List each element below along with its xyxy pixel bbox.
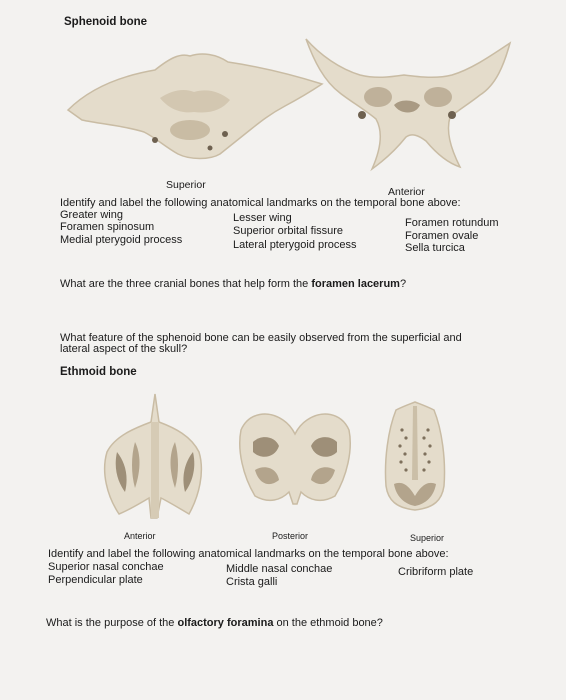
ethmoid-view-superior-label: Superior <box>410 533 445 543</box>
sphenoid-question-lateral-feature-line2: lateral aspect of the skull? <box>60 343 188 355</box>
ethmoid-posterior-image <box>235 400 355 510</box>
ethmoid-term-crista-galli: Crista galli <box>226 576 278 588</box>
ethmoid-superior-image <box>380 400 450 512</box>
sphenoid-question-foramen-lacerum: What are the three cranial bones that help form the foramen lacerum? <box>60 278 407 290</box>
ethmoid-term-cribriform-plate: Cribriform plate <box>398 566 474 578</box>
sphenoid-term-foramen-rotundum: Foramen rotundum <box>405 217 499 229</box>
sphenoid-term-foramen-ovale: Foramen ovale <box>405 230 479 242</box>
sphenoid-term-lesser-wing: Lesser wing <box>233 212 292 224</box>
sphenoid-view-superior-label: Superior <box>166 179 206 191</box>
sphenoid-term-sella-turcica: Sella turcica <box>405 242 465 254</box>
ethmoid-view-posterior-label: Posterior <box>272 531 309 541</box>
sphenoid-term-superior-orbital-fissure: Superior orbital fissure <box>233 225 344 237</box>
sphenoid-title: Sphenoid bone <box>64 16 148 28</box>
sphenoid-anterior-image <box>300 35 515 175</box>
sphenoid-term-medial-pterygoid: Medial pterygoid process <box>60 234 183 246</box>
sphenoid-view-anterior-label: Anterior <box>388 186 425 198</box>
sphenoid-instruction: Identify and label the following anatomical landmarks on the temporal bone above: <box>60 197 461 209</box>
sphenoid-question-lateral-feature-line1: What feature of the sphenoid bone can be easily observed from the superficial and <box>60 332 462 344</box>
sphenoid-term-foramen-spinosum: Foramen spinosum <box>60 221 155 233</box>
ethmoid-anterior-image <box>95 392 215 522</box>
sphenoid-term-greater-wing: Greater wing <box>60 209 123 221</box>
ethmoid-title: Ethmoid bone <box>60 366 137 378</box>
sphenoid-superior-image <box>60 48 330 163</box>
ethmoid-instruction: Identify and label the following anatomical landmarks on the temporal bone above: <box>48 548 449 560</box>
ethmoid-term-middle-nasal-conchae: Middle nasal conchae <box>226 563 333 575</box>
sphenoid-term-lateral-pterygoid: Lateral pterygoid process <box>233 239 357 251</box>
ethmoid-term-superior-nasal-conchae: Superior nasal conchae <box>48 561 164 573</box>
ethmoid-question-olfactory-foramina: What is the purpose of the olfactory foramina on the ethmoid bone? <box>46 617 383 629</box>
ethmoid-view-anterior-label: Anterior <box>124 531 156 541</box>
ethmoid-term-perpendicular-plate: Perpendicular plate <box>48 574 143 586</box>
